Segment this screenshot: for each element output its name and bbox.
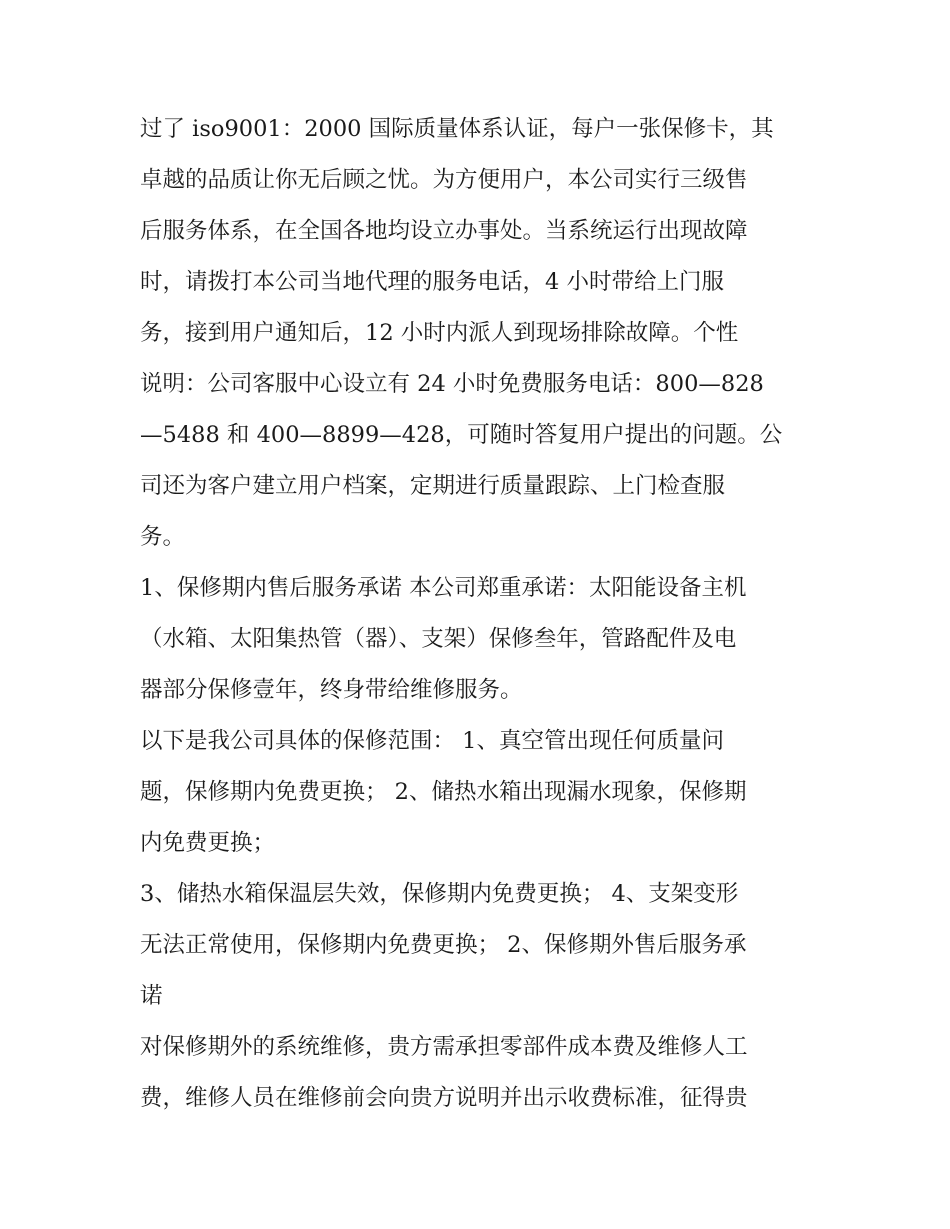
text-line: 3、储热水箱保温层失效，保修期内免费更换； 4、支架变形 xyxy=(140,881,739,907)
text-line: 费，维修人员在维修前会向贵方说明并出示收费标准，征得贵 xyxy=(140,1085,748,1111)
text-line: 务，接到用户通知后，12 小时内派人到现场排除故障。个性 xyxy=(140,320,739,346)
text-line: 司还为客户建立用户档案，定期进行质量跟踪、上门检查服 xyxy=(140,473,726,499)
paragraph-warranty-scope xyxy=(140,716,820,869)
text-line: （水箱、太阳集热管（器）、支架）保修叁年，管路配件及电 xyxy=(140,626,737,652)
paragraph-warranty-commitment xyxy=(140,563,820,716)
text-line: 内免费更换； xyxy=(140,830,276,856)
text-line: 器部分保修壹年，终身带给维修服务。 xyxy=(140,677,523,703)
document-body xyxy=(140,104,820,1124)
text-line: 对保修期外的系统维修，贵方需承担零部件成本费及维修人工 xyxy=(140,1034,748,1060)
text-line: 以下是我公司具体的保修范围： 1、真空管出现任何质量问 xyxy=(140,728,724,754)
text-line: 无法正常使用，保修期内免费更换； 2、保修期外售后服务承 xyxy=(140,932,747,958)
text-line: 说明：公司客服中心设立有 24 小时免费服务电话：800—828 xyxy=(140,371,764,397)
text-line: 题，保修期内免费更换； 2、储热水箱出现漏水现象，保修期 xyxy=(140,779,747,805)
paragraph-service-system xyxy=(140,104,820,563)
paragraph-out-of-warranty xyxy=(140,1022,820,1124)
text-line: 过了 iso9001：2000 国际质量体系认证，每户一张保修卡，其 xyxy=(140,116,774,142)
text-line: 卓越的品质让你无后顾之忧。为方便用户，本公司实行三级售 xyxy=(140,167,748,193)
text-line: 务。 xyxy=(140,524,186,550)
text-line: 后服务体系，在全国各地均设立办事处。当系统运行出现故障 xyxy=(140,218,748,244)
text-line: 1、保修期内售后服务承诺 本公司郑重承诺：太阳能设备主机 xyxy=(140,575,747,601)
text-line: —5488 和 400—8899—428，可随时答复用户提出的问题。公 xyxy=(140,422,783,448)
text-line: 诺 xyxy=(140,983,163,1009)
text-line: 时，请拨打本公司当地代理的服务电话，4 小时带给上门服 xyxy=(140,269,724,295)
paragraph-warranty-items xyxy=(140,869,820,1022)
